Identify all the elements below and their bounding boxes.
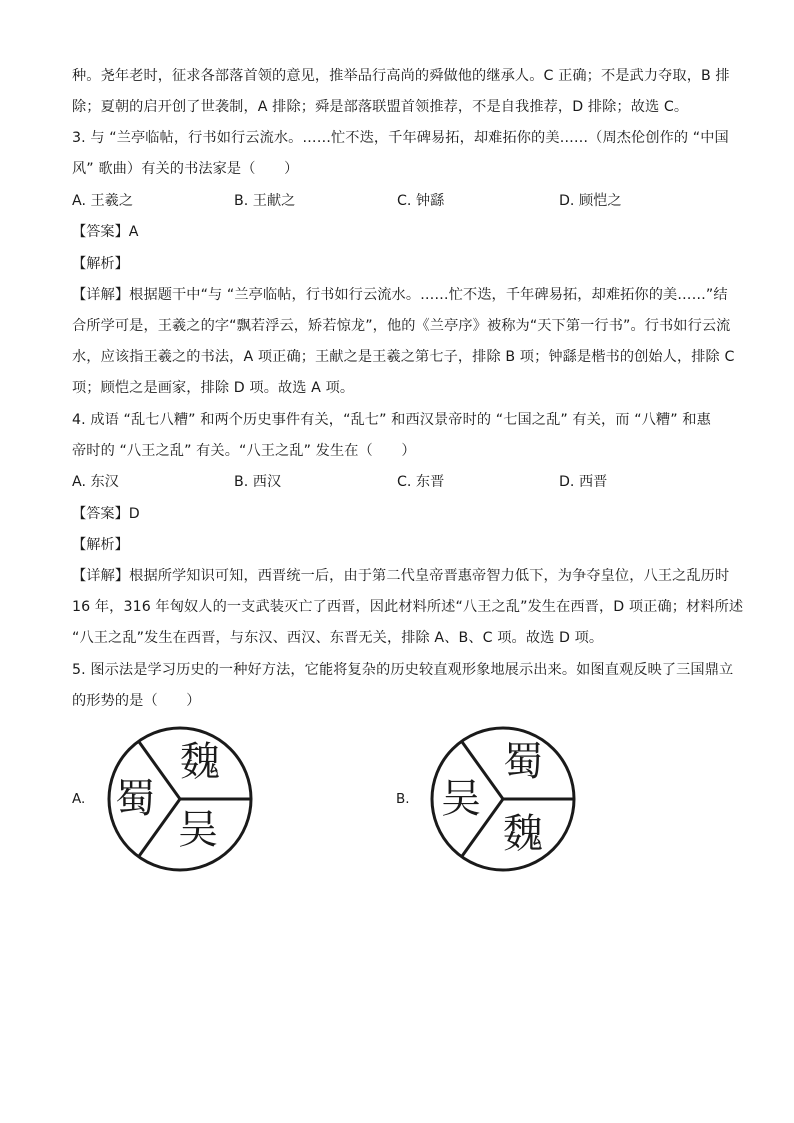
figure-a-pie-diagram: [100, 725, 260, 875]
q4-option-c: C. 东晋: [397, 474, 445, 490]
q3-option-a: A. 王羲之: [72, 193, 134, 209]
q4-option-a: A. 东汉: [72, 474, 119, 490]
q4-detail-line-2: 16 年，316 年匈奴人的一支武装灭亡了西晋，因此材料所述“八王之乱”发生在西晋，D 项正确；材料所述: [72, 599, 744, 615]
figure-a-label: A.: [72, 791, 86, 807]
q3-detail-line-4: 项；顾恺之是画家，排除 D 项。故选 A 项。: [72, 380, 355, 396]
figure-b-bottom-right-label: 魏: [503, 811, 543, 857]
q3-option-c: C. 钟繇: [397, 193, 445, 209]
figure-b-top-right-label: 蜀: [503, 739, 543, 785]
q3-answer: 【答案】A: [72, 224, 139, 240]
q4-stem-line-2: 帝时的 “八王之乱” 有关。“八王之乱” 发生在（ ）: [72, 443, 416, 459]
q3-stem-line-1: 3. 与 “兰亭临帖，行书如行云流水。……忙不迭，千年碑易拓，却难拓你的美……（周杰伦创作的 “中国: [72, 130, 729, 146]
figure-a-top-right-label: 魏: [180, 739, 220, 785]
q3-detail-line-1: 【详解】根据题干中“与 “兰亭临帖，行书如行云流水。……忙不迭，千年碑易拓，却难拓你的美……”结: [72, 287, 728, 303]
q3-detail-line-3: 水，应该指王羲之的书法，A 项正确；王献之是王羲之第七子，排除 B 项；钟繇是楷书的创始人，排除 C: [72, 349, 735, 365]
q3-stem-line-2: 风” 歌曲）有关的书法家是（ ）: [72, 161, 299, 177]
q4-answer: 【答案】D: [72, 506, 140, 522]
q4-detail-line-1: 【详解】根据所学知识可知，西晋统一后，由于第二代皇帝晋惠帝智力低下，为争夺皇位，八王之乱历时: [72, 568, 730, 584]
q5-stem-line-2: 的形势的是（ ）: [72, 693, 201, 709]
q4-detail-line-3: “八王之乱”发生在西晋，与东汉、西汉、东晋无关，排除 A、B、C 项。故选 D 项。: [72, 630, 604, 646]
q3-detail-line-2: 合所学可是，王羲之的字“飘若浮云，矫若惊龙”，他的《兰亭序》被称为“天下第一行书”。行书如行云流: [72, 318, 731, 334]
q3-option-b: B. 王献之: [234, 193, 296, 209]
q4-option-b: B. 西汉: [234, 474, 282, 490]
figure-b-pie-diagram: [423, 725, 583, 875]
figure-b-left-label: 吴: [441, 776, 481, 822]
q3-option-d: D. 顾恺之: [559, 193, 622, 209]
q4-stem-line-1: 4. 成语 “乱七八糟” 和两个历史事件有关，“乱七” 和西汉景帝时的 “七国之乱” 有关，而 “八糟” 和惠: [72, 412, 711, 428]
q4-option-d: D. 西晋: [559, 474, 608, 490]
figure-a-bottom-right-label: 吴: [178, 807, 218, 853]
prev-explanation-line-2: 除；夏朝的启开创了世袭制，A 排除；舜是部落联盟首领推荐，不是自我推荐，D 排除；故选 C。: [72, 99, 689, 115]
q5-stem-line-1: 5. 图示法是学习历史的一种好方法，它能将复杂的历史较直观形象地展示出来。如图直观反映了三国鼎立: [72, 662, 734, 678]
prev-explanation-line-1: 种。尧年老时，征求各部落首领的意见，推举品行高尚的舜做他的继承人。C 正确；不是武力夺取，B 排: [72, 68, 730, 84]
q4-analysis-tag: 【解析】: [72, 537, 129, 553]
figure-a-left-label: 蜀: [115, 776, 155, 822]
q3-analysis-tag: 【解析】: [72, 256, 129, 272]
figure-b-label: B.: [396, 791, 410, 807]
